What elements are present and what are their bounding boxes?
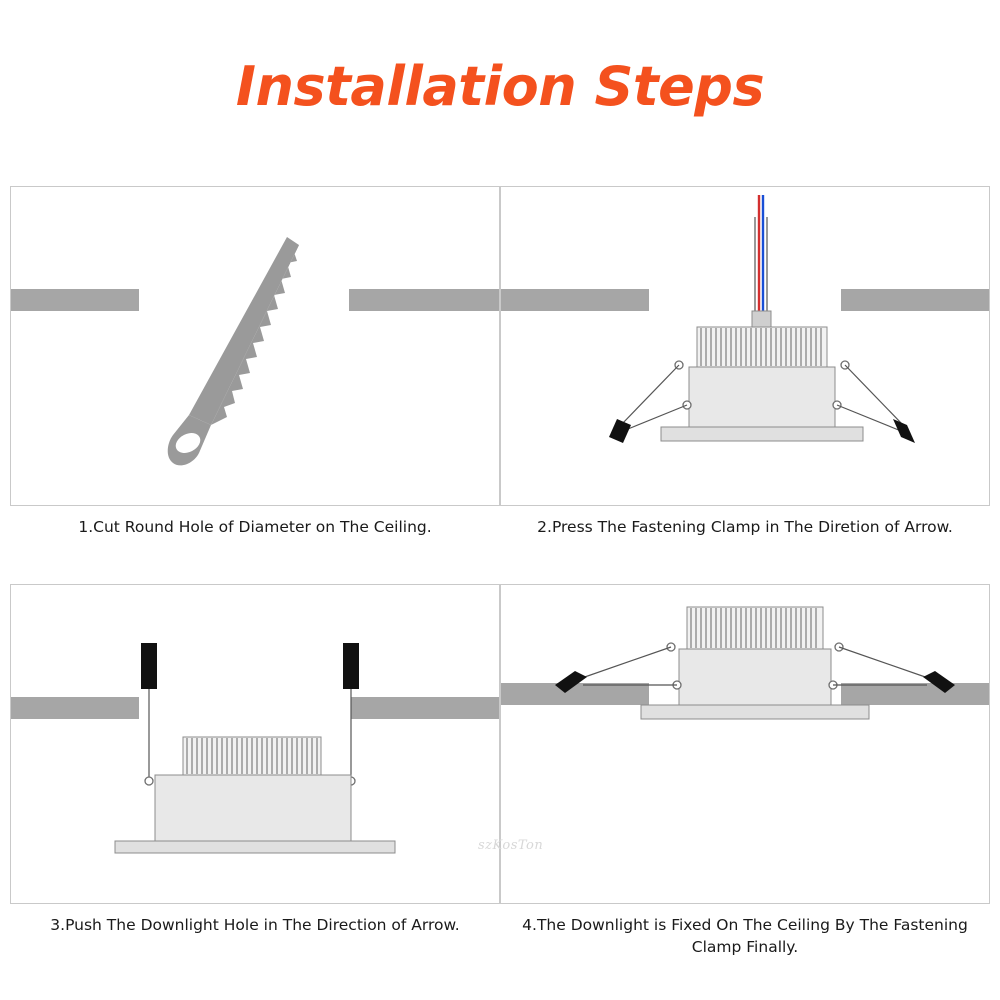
fastening-clamp-left: [555, 643, 681, 693]
page-title: Installation Steps: [235, 55, 765, 118]
ceiling-right: [841, 289, 989, 311]
saw-cutting-ceiling-hole-graphic: [11, 187, 499, 505]
downlight-pushed-into-hole-graphic: [11, 585, 499, 903]
ceiling-left: [501, 683, 649, 705]
ceiling-right: [841, 683, 989, 705]
downlight-trim: [641, 705, 869, 719]
steps-grid: [10, 186, 990, 976]
downlight-body: [679, 649, 831, 705]
step-card-3: [10, 584, 500, 936]
step-card-2: [500, 186, 990, 538]
step-4-caption: 4.The Downlight is Fixed On The Ceiling By The Fastening Clamp Finally.: [522, 916, 968, 957]
step-2-caption: 2.Press The Fastening Clamp in The Diretion of Arrow.: [537, 518, 953, 536]
downlight-trim: [115, 841, 395, 853]
fastening-clamp-right: [829, 643, 955, 693]
watermark: szKosTon: [478, 838, 544, 853]
step-card-4: [500, 584, 990, 959]
downlight-above-ceiling-graphic: [501, 187, 989, 505]
wire-connector: [752, 311, 771, 327]
step-card-1: [10, 186, 500, 538]
step-1-illustration: [10, 186, 500, 506]
ceiling-right: [351, 697, 499, 719]
ceiling-right: [349, 289, 499, 311]
downlight-body: [155, 775, 351, 841]
hand-saw-icon: [168, 237, 299, 465]
downlight-trim: [661, 427, 863, 441]
downlight-body: [689, 367, 835, 427]
downlight-fixed-on-ceiling-graphic: [501, 585, 989, 903]
step-3-caption: 3.Push The Downlight Hole in The Direction of Arrow.: [50, 916, 460, 934]
power-wires: [755, 195, 767, 315]
fastening-clamp-left: [141, 643, 157, 785]
heatsink: [183, 737, 321, 775]
heatsink: [687, 607, 823, 649]
step-1-caption: 1.Cut Round Hole of Diameter on The Ceiling.: [78, 518, 432, 536]
step-2-illustration: [500, 186, 990, 506]
ceiling-left: [11, 289, 139, 311]
ceiling-left: [501, 289, 649, 311]
heatsink: [697, 327, 827, 367]
step-4-illustration: [500, 584, 990, 904]
ceiling-left: [11, 697, 139, 719]
step-3-illustration: [10, 584, 500, 904]
